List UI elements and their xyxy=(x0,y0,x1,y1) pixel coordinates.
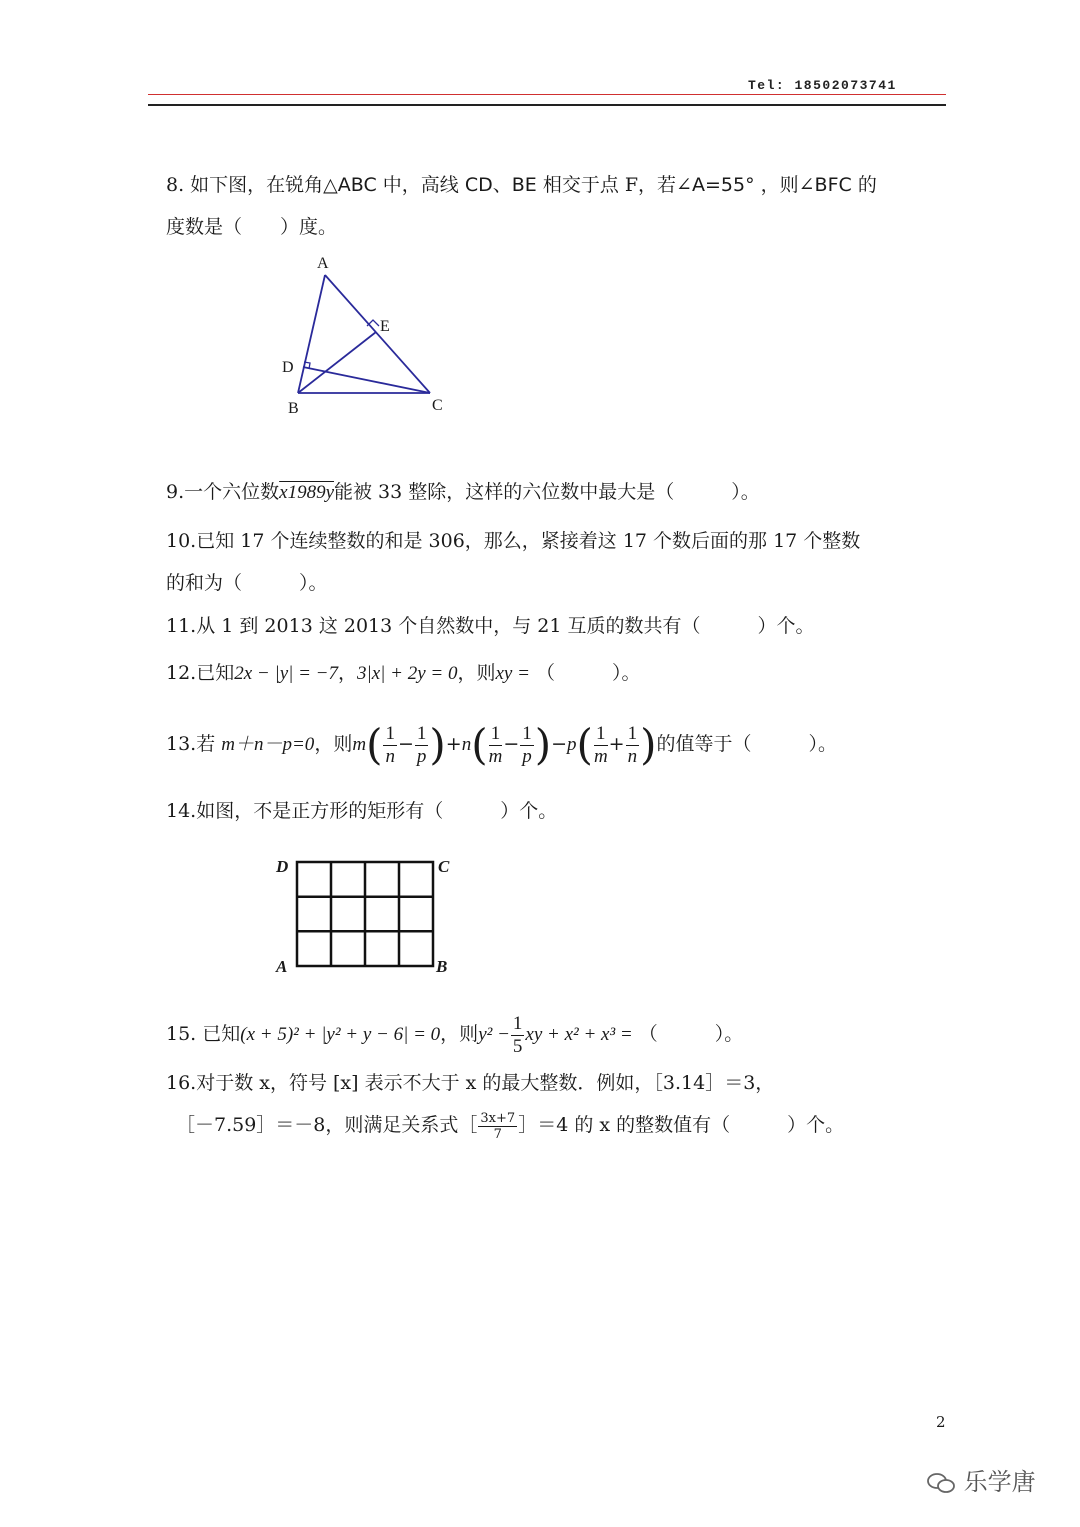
q14-grid-figure xyxy=(270,850,460,980)
q16-line1: 16.对于数 x，符号 [x] 表示不大于 x 的最大整数．例如，［3.14］＝3， xyxy=(166,1072,775,1094)
q15: 15. 已知(x + 5)² + |y² + y − 6| = 0，则y² − $\frac{1}{5}$ xy + x² + x³ = （ ）。 xyxy=(166,1012,744,1057)
label-d: D xyxy=(282,359,294,376)
brand-watermark: 乐学唐 xyxy=(926,1462,1036,1497)
q8-line1: 8. 如下图，在锐角△ABC 中，高线 CD、BE 相交于点 F，若∠A=55° ，则∠BFC 的 xyxy=(166,174,877,196)
q13: 13.若 m＋n－p=0，则m( $\frac{1}{n}$ − $\frac{1}{p}$ )+n( $\frac{1}{m}$ − $\frac{1}{p}$ )−p( $\frac{1}{m}$ + $\frac{1}{n}$ )的值等于（ ）。 xyxy=(166,720,837,769)
q11: 11.从 1 到 2013 这 2013 个自然数中，与 21 互质的数共有（ ）个。 xyxy=(166,615,815,637)
grid-label-d: D xyxy=(276,857,289,876)
header-rule-red xyxy=(148,94,946,95)
q8-triangle-figure xyxy=(270,250,460,425)
chat-bubble-icon xyxy=(926,1470,956,1496)
q8-line2: 度数是（ ）度。 xyxy=(166,216,338,238)
header-tel: Tel: 18502073741 xyxy=(748,78,897,93)
label-c: C xyxy=(432,397,443,414)
q12: 12.已知2x − |y| = −7，3|x| + 2y = 0，则xy = （ ）。 xyxy=(166,662,641,684)
label-a: A xyxy=(317,255,329,272)
grid-label-c: C xyxy=(438,857,450,876)
grid-label-a: A xyxy=(276,957,288,976)
page-number: 2 xyxy=(936,1413,946,1431)
label-e: E xyxy=(380,318,390,335)
q9: 9.一个六位数x1989y能被 33 整除，这样的六位数中最大是（ ）。 xyxy=(166,481,760,503)
q16-line2: ［－7.59］＝－8，则满足关系式［ $\frac{3x+7}{7}$ ］＝4 的 x 的整数值有（ ）个。 xyxy=(176,1110,845,1142)
q10-line1: 10.已知 17 个连续整数的和是 306，那么，紧接着这 17 个数后面的那 17 个整数 xyxy=(166,530,861,552)
header-rule-dark xyxy=(148,104,946,106)
grid-label-b: B xyxy=(436,957,448,976)
q14: 14.如图，不是正方形的矩形有（ ）个。 xyxy=(166,800,558,822)
label-b: B xyxy=(288,400,299,417)
q10-line2: 的和为（ ）。 xyxy=(166,572,328,594)
